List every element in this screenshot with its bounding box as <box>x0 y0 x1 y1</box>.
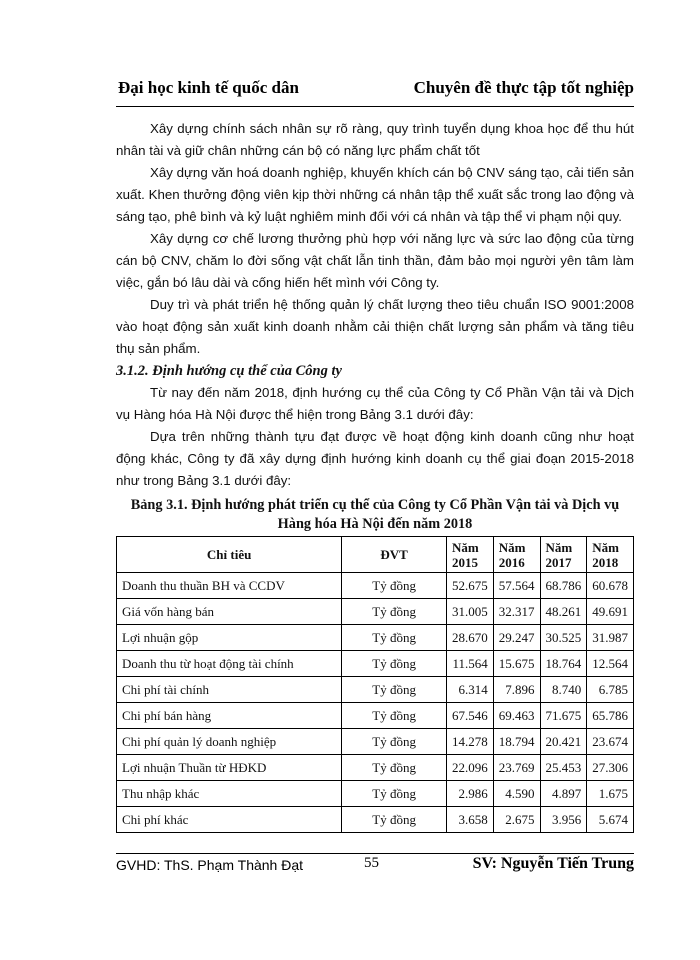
table-row <box>117 599 634 625</box>
indicator-cell: Thu nhập khác <box>117 781 342 807</box>
column-header: Năm 2015 <box>447 537 494 573</box>
unit-cell: Tỷ đồng <box>342 599 447 625</box>
unit-cell: Tỷ đồng <box>342 729 447 755</box>
value-cell: 49.691 <box>587 599 634 625</box>
value-cell: 32.317 <box>493 599 540 625</box>
table-row <box>117 573 634 599</box>
value-cell: 69.463 <box>493 703 540 729</box>
table-row <box>117 651 634 677</box>
value-cell: 7.896 <box>493 677 540 703</box>
unit-cell: Tỷ đồng <box>342 573 447 599</box>
value-cell: 71.675 <box>540 703 587 729</box>
page-header <box>116 78 634 107</box>
value-cell: 31.005 <box>447 599 494 625</box>
value-cell: 67.546 <box>447 703 494 729</box>
value-cell: 29.247 <box>493 625 540 651</box>
table-row <box>117 807 634 833</box>
paragraph: Từ nay đến năm 2018, định hướng cụ thể của Công ty Cổ Phần Vận tải và Dịch vụ Hàng hóa Hà Nội được thể hiện trong Bảng 3.1 dưới đây: <box>116 385 634 422</box>
table-row <box>117 781 634 807</box>
orientation-table <box>116 536 634 833</box>
value-cell: 14.278 <box>447 729 494 755</box>
unit-cell: Tỷ đồng <box>342 781 447 807</box>
value-cell: 4.590 <box>493 781 540 807</box>
value-cell: 2.675 <box>493 807 540 833</box>
table-caption: Bảng 3.1. Định hướng phát triển cụ thể của Công ty Cổ Phần Vận tải và Dịch vụ Hàng hóa Hà Nội đến năm 2018 <box>130 497 620 532</box>
unit-cell: Tỷ đồng <box>342 807 447 833</box>
paragraph: Xây dựng cơ chế lương thưởng phù hợp với năng lực và sức lao động của từng cán bộ CNV, chăm lo đời sống vật chất lẫn tinh thần, đảm bảo mọi người yên tâm làm việc, gắn bó lâu dài và cống hiến hết mình với Công ty. <box>116 231 634 290</box>
value-cell: 8.740 <box>540 677 587 703</box>
value-cell: 20.421 <box>540 729 587 755</box>
table-row <box>117 703 634 729</box>
indicator-cell: Chi phí khác <box>117 807 342 833</box>
value-cell: 12.564 <box>587 651 634 677</box>
table-row <box>117 755 634 781</box>
column-header: ĐVT <box>342 537 447 573</box>
value-cell: 4.897 <box>540 781 587 807</box>
header-report-title: Chuyên đề thực tập tốt nghiệp <box>413 78 634 97</box>
value-cell: 15.675 <box>493 651 540 677</box>
paragraph: Dựa trên những thành tựu đạt được về hoạt động kinh doanh cũng như hoạt động khác, Công ty đã xây dựng định hướng kinh doanh cụ thể giai đoạn 2015-2018 như trong Bảng 3.1 dưới đây: <box>116 429 634 488</box>
value-cell: 2.986 <box>447 781 494 807</box>
value-cell: 57.564 <box>493 573 540 599</box>
value-cell: 68.786 <box>540 573 587 599</box>
paragraph: Xây dựng chính sách nhân sự rõ ràng, quy trình tuyển dụng khoa học để thu hút nhân tài và giữ chân những cán bộ có năng lực phẩm chất tốt <box>116 121 634 158</box>
footer-student: SV: Nguyễn Tiến Trung <box>472 855 634 872</box>
value-cell: 60.678 <box>587 573 634 599</box>
value-cell: 23.674 <box>587 729 634 755</box>
value-cell: 65.786 <box>587 703 634 729</box>
indicator-cell: Lợi nhuận gộp <box>117 625 342 651</box>
page-footer <box>116 853 634 882</box>
table-row <box>117 677 634 703</box>
value-cell: 30.525 <box>540 625 587 651</box>
indicator-cell: Lợi nhuận Thuần từ HĐKD <box>117 755 342 781</box>
indicator-cell: Doanh thu từ hoạt động tài chính <box>117 651 342 677</box>
paragraph: Xây dựng văn hoá doanh nghiệp, khuyến khích cán bộ CNV sáng tạo, cải tiến sản xuất. Khen thưởng động viên kịp thời những cá nhân tập thể xuất sắc trong lao động và sáng tạo, phê bình và kỷ luật nghiêm minh đối với cá nhân và tập thể vi phạm nội quy. <box>116 165 634 224</box>
unit-cell: Tỷ đồng <box>342 625 447 651</box>
value-cell: 6.785 <box>587 677 634 703</box>
section-heading: 3.1.2. Định hướng cụ thể của Công ty <box>116 363 342 379</box>
unit-cell: Tỷ đồng <box>342 651 447 677</box>
value-cell: 31.987 <box>587 625 634 651</box>
value-cell: 48.261 <box>540 599 587 625</box>
unit-cell: Tỷ đồng <box>342 703 447 729</box>
value-cell: 5.674 <box>587 807 634 833</box>
table-row <box>117 625 634 651</box>
value-cell: 27.306 <box>587 755 634 781</box>
indicator-cell: Chi phí bán hàng <box>117 703 342 729</box>
value-cell: 3.658 <box>447 807 494 833</box>
value-cell: 6.314 <box>447 677 494 703</box>
value-cell: 22.096 <box>447 755 494 781</box>
column-header: Năm 2017 <box>540 537 587 573</box>
indicator-cell: Giá vốn hàng bán <box>117 599 342 625</box>
indicator-cell: Doanh thu thuần BH và CCDV <box>117 573 342 599</box>
unit-cell: Tỷ đồng <box>342 755 447 781</box>
value-cell: 1.675 <box>587 781 634 807</box>
value-cell: 28.670 <box>447 625 494 651</box>
table-row <box>117 729 634 755</box>
column-header: Chỉ tiêu <box>117 537 342 573</box>
value-cell: 23.769 <box>493 755 540 781</box>
value-cell: 3.956 <box>540 807 587 833</box>
page-content <box>116 118 634 833</box>
value-cell: 11.564 <box>447 651 494 677</box>
unit-cell: Tỷ đồng <box>342 677 447 703</box>
indicator-cell: Chi phí quản lý doanh nghiệp <box>117 729 342 755</box>
paragraph: Duy trì và phát triển hệ thống quản lý chất lượng theo tiêu chuẩn ISO 9001:2008 vào hoạt động sản xuất kinh doanh nhằm cải thiện chất lượng sản phẩm và tăng tiêu thụ sản phẩm. <box>116 297 634 356</box>
header-university: Đại học kinh tế quốc dân <box>118 78 299 97</box>
page-number: 55 <box>364 855 379 871</box>
value-cell: 18.764 <box>540 651 587 677</box>
table-header-row <box>117 537 634 573</box>
value-cell: 25.453 <box>540 755 587 781</box>
value-cell: 18.794 <box>493 729 540 755</box>
indicator-cell: Chi phí tài chính <box>117 677 342 703</box>
value-cell: 52.675 <box>447 573 494 599</box>
column-header: Năm 2018 <box>587 537 634 573</box>
column-header: Năm 2016 <box>493 537 540 573</box>
footer-advisor: GVHD: ThS. Phạm Thành Đạt <box>116 857 304 873</box>
